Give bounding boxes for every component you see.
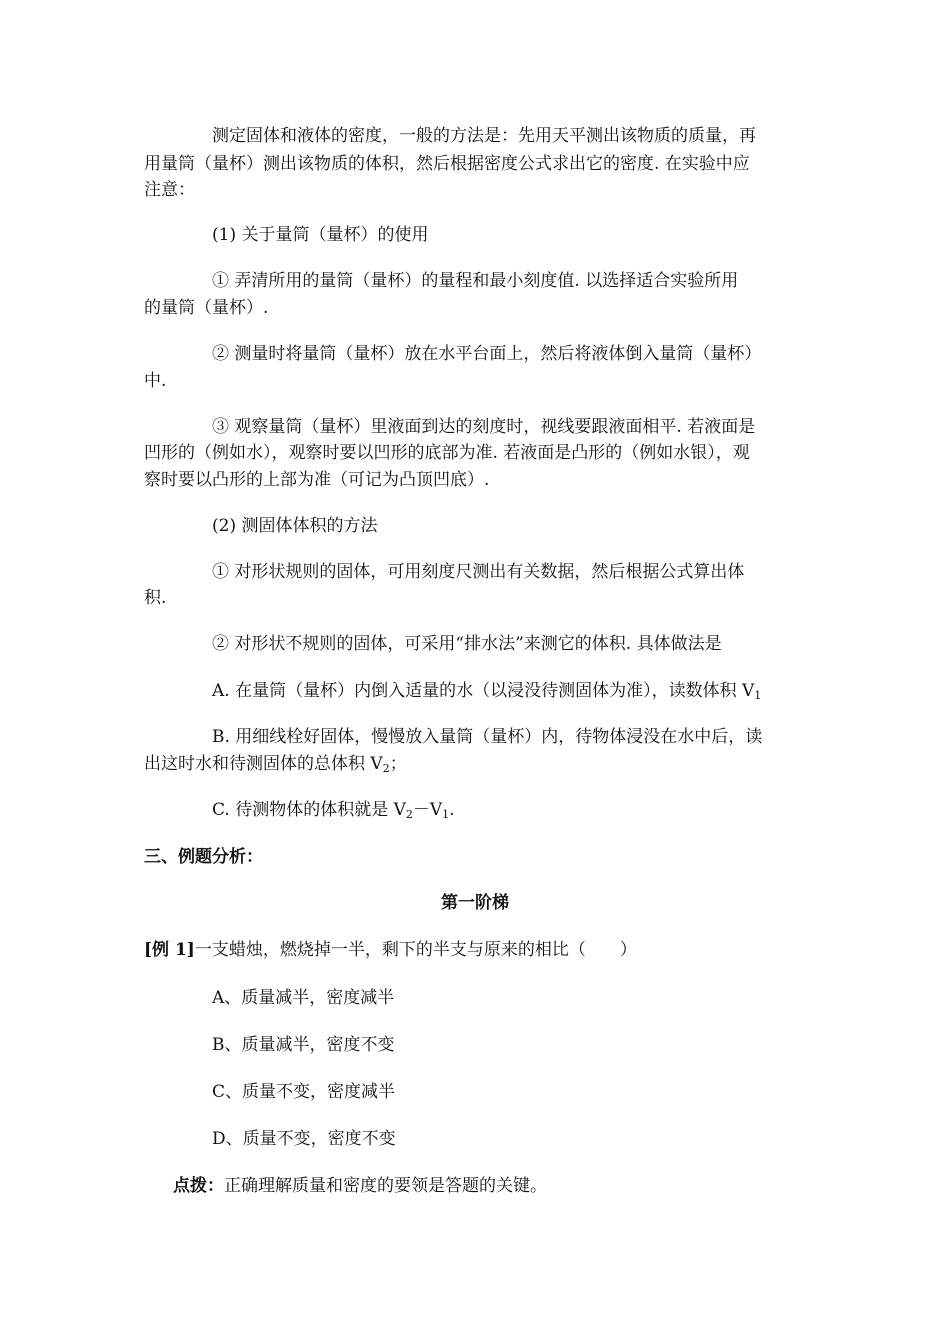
step-b-text: 出这时水和待测固体的总体积 V	[144, 754, 383, 774]
tip-text: 正确理解质量和密度的要领是答题的关键。	[224, 1176, 547, 1196]
intro-line-1: 测定固体和液体的密度，一般的方法是：先用天平测出该物质的质量，再	[212, 126, 756, 146]
sec1-item3-line1: ③ 观察量筒（量杯）里液面到达的刻度时，视线要跟液面相平. 若液面是	[212, 417, 756, 437]
sec1-item1-line1: ① 弄清所用的量筒（量杯）的量程和最小刻度值. 以选择适合实验所用	[212, 271, 739, 291]
step-c-end: .	[449, 800, 455, 820]
step-b-end: ；	[389, 754, 407, 774]
option-d: D、质量不变，密度不变	[212, 1129, 396, 1149]
intro-line-3: 注意：	[144, 180, 195, 200]
sec2-item1-line2: 积.	[144, 588, 167, 608]
sec2-item1-line1: ① 对形状规则的固体，可用刻度尺测出有关数据，然后根据公式算出体	[212, 562, 745, 582]
step-c-text: C. 待测物体的体积就是 V	[212, 800, 406, 820]
section-1-title: (1) 关于量筒（量杯）的使用	[212, 225, 429, 245]
step-a-subscript: 1	[754, 689, 762, 702]
option-b: B、质量减半，密度不变	[212, 1035, 395, 1055]
sec2-item2-line1: ② 对形状不规则的固体，可采用“排水法”来测它的体积. 具体做法是	[212, 634, 722, 654]
example-question: 一支蜡烛，燃烧掉一半，剩下的半支与原来的相比（ ）	[194, 940, 637, 960]
sec1-item2-line2: 中.	[144, 371, 167, 391]
section-2-title: (2) 测固体体积的方法	[212, 516, 378, 536]
sec1-item3-line3: 察时要以凸形的上部为准（可记为凸顶凹底）.	[144, 470, 490, 490]
step-a-text: A. 在量筒（量杯）内倒入适量的水（以浸没待测固体为准），读数体积 V	[212, 681, 755, 701]
step-a	[212, 677, 808, 705]
step-b-subscript: 2	[382, 762, 390, 775]
intro-line-2: 用量筒（量杯）测出该物质的体积，然后根据密度公式求出它的密度. 在实验中应	[144, 154, 750, 174]
subheading: 第一阶梯	[441, 893, 509, 913]
tip-label: 点拨：	[173, 1176, 224, 1196]
tip	[173, 1172, 837, 1200]
sec1-item1-line2: 的量筒（量杯）.	[144, 298, 269, 318]
step-c-subscript-1: 2	[405, 808, 413, 821]
step-b-line2	[144, 750, 808, 778]
step-c	[212, 796, 808, 824]
option-a: A、质量减半，密度减半	[212, 988, 395, 1008]
sec1-item2-line1: ② 测量时将量筒（量杯）放在水平台面上，然后将液体倒入量筒（量杯）	[212, 344, 762, 364]
option-c: C、质量不变，密度减半	[212, 1082, 396, 1102]
section-3-heading: 三、例题分析：	[144, 847, 263, 867]
sec1-item3-line2: 凹形的（例如水），观察时要以凹形的底部为准. 若液面是凸形的（例如水银），观	[144, 443, 750, 463]
step-b-line1: B. 用细线栓好固体，慢慢放入量筒（量杯）内，待物体浸没在水中后，读	[212, 727, 763, 747]
step-c-mid: －V	[412, 800, 443, 820]
example-1	[144, 936, 808, 964]
example-label: [例 1]	[144, 940, 195, 960]
step-c-subscript-2: 1	[442, 808, 450, 821]
